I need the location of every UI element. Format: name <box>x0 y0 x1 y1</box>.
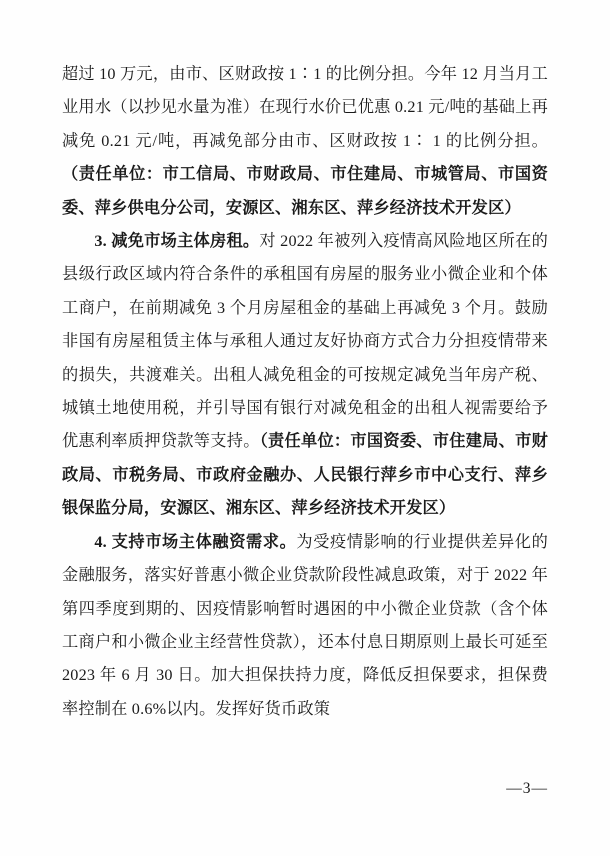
document-body <box>62 58 548 726</box>
para-1-continued <box>62 58 548 225</box>
para-4-run-0: 4. 支持市场主体融资需求。 <box>94 532 297 551</box>
para-1-continued-run-0: 超过 10 万元，由市、区财政按 1∶1 的比例分担。今年 12 月当月工业用水（以抄见水量为准）在现行水价已优惠 0.21 元/吨的基础上再减免 0.21 元/吨，再减免部分由市、区财政按 1∶ 1 的比例分担。 <box>62 65 548 150</box>
para-3-run-0: 3. 减免市场主体房租。 <box>94 232 260 251</box>
para-3 <box>62 225 548 526</box>
para-4-run-1: 为受疫情影响的行业提供差异化的金融服务，落实好普惠小微企业贷款阶段性减息政策，对于 2022 年第四季度到期的、因疫情影响暂时遇困的中小微企业贷款（含个体工商户和小微企业主经营性贷款），还本付息日期原则上最长可延至 2023 年 6 月 30 日。加大担保扶持力度，降低反担保要求，担保费率控制在 0.6%以内。发挥好货币政策 <box>62 532 548 718</box>
para-3-run-1: 对 2022 年被列入疫情高风险地区所在的县级行政区域内符合条件的承租国有房屋的服务业小微企业和个体工商户，在前期减免 3 个月房屋租金的基础上再减免 3 个月。鼓励非国有房屋租赁主体与承租人通过友好协商方式合力分担疫情带来的损失，共渡难关。出租人减免租金的可按规定减免当年房产税、城镇土地使用税，并引导国有银行对减免租金的出租人视需要给予优惠利率质押贷款等支持。 <box>62 232 548 451</box>
page-number: —3— <box>506 780 548 797</box>
para-1-continued-run-1: （责任单位：市工信局、市财政局、市住建局、市城管局、市国资委、萍乡供电分公司，安源区、湘东区、萍乡经济技术开发区） <box>62 165 548 217</box>
para-4 <box>62 526 548 726</box>
para-3-run-2: （责任单位：市国资委、市住建局、市财政局、市税务局、市政府金融办、人民银行萍乡市中心支行、萍乡银保监分局，安源区、湘东区、萍乡经济技术开发区） <box>62 432 548 518</box>
